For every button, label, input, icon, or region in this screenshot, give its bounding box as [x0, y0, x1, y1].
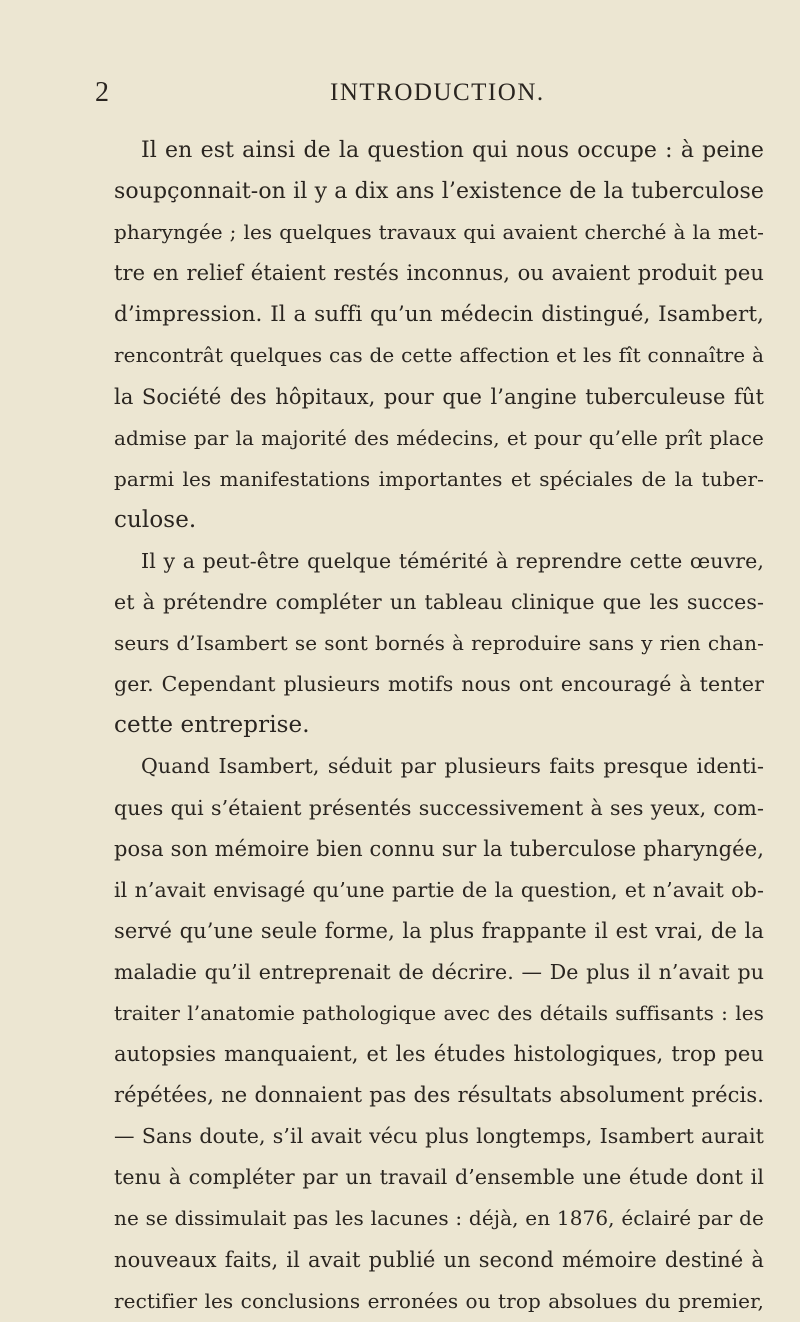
text-line: nouveaux faits, il avait publié un second mémoire destiné à [114, 1247, 764, 1272]
text-line: servé qu’une seule forme, la plus frappante il est vrai, de la [114, 918, 764, 943]
text-line: Quand Isambert, séduit par plusieurs faits presque identi- [141, 754, 764, 779]
text-line: Il y a peut-être quelque témérité à reprendre cette œuvre, [141, 548, 764, 573]
text-line: rencontrât quelques cas de cette affection et les fît connaître à [114, 343, 764, 368]
body-text [114, 130, 764, 1322]
text-line: d’impression. Il a suffi qu’un médecin distingué, Isambert, [114, 302, 764, 328]
running-title: INTRODUCTION. [330, 79, 545, 106]
text-line: ques qui s’étaient présentés successivement à ses yeux, com- [114, 795, 764, 820]
text-line: cette entreprise. [114, 712, 310, 739]
text-line: Il en est ainsi de la question qui nous occupe : à peine [141, 138, 764, 163]
text-line: maladie qu’il entreprenait de décrire. — De plus il n’avait pu [114, 959, 764, 984]
text-line: — Sans doute, s’il avait vécu plus longtemps, Isambert aurait [114, 1124, 764, 1149]
text-line: répétées, ne donnaient pas des résultats absolument précis. [114, 1083, 764, 1108]
text-line: parmi les manifestations importantes et spéciales de la tuber- [114, 466, 764, 491]
text-line: rectifier les conclusions erronées ou trop absolues du premier, [114, 1288, 764, 1313]
text-line: culose. [114, 506, 197, 533]
text-line: admise par la majorité des médecins, et pour qu’elle prît place [114, 425, 764, 450]
text-line: la Société des hôpitaux, pour que l’angine tuberculeuse fût [114, 384, 764, 409]
text-line: soupçonnait-on il y a dix ans l’existence de la tuberculose [114, 179, 764, 205]
text-line: pharyngée ; les quelques travaux qui avaient cherché à la met- [114, 220, 764, 245]
text-line: tre en relief étaient restés inconnus, ou avaient produit peu [114, 261, 764, 286]
running-head [0, 76, 800, 110]
text-line: il n’avait envisagé qu’une partie de la question, et n’avait ob- [114, 877, 764, 902]
text-line: et à prétendre compléter un tableau clinique que les succes- [114, 590, 764, 615]
page-number: 2 [95, 77, 110, 108]
text-line: autopsies manquaient, et les études histologiques, trop peu [114, 1042, 764, 1067]
text-line: traiter l’anatomie pathologique avec des détails suffisants : les [114, 1000, 764, 1025]
text-line: seurs d’Isambert se sont bornés à reproduire sans y rien chan- [114, 631, 764, 656]
text-line: ne se dissimulait pas les lacunes : déjà, en 1876, éclairé par de [114, 1206, 764, 1231]
text-line: posa son mémoire bien connu sur la tuberculose pharyngée, [114, 836, 764, 861]
text-line: ger. Cependant plusieurs motifs nous ont encouragé à tenter [114, 672, 764, 697]
text-line: tenu à compléter par un travail d’ensemble une étude dont il [114, 1165, 764, 1190]
